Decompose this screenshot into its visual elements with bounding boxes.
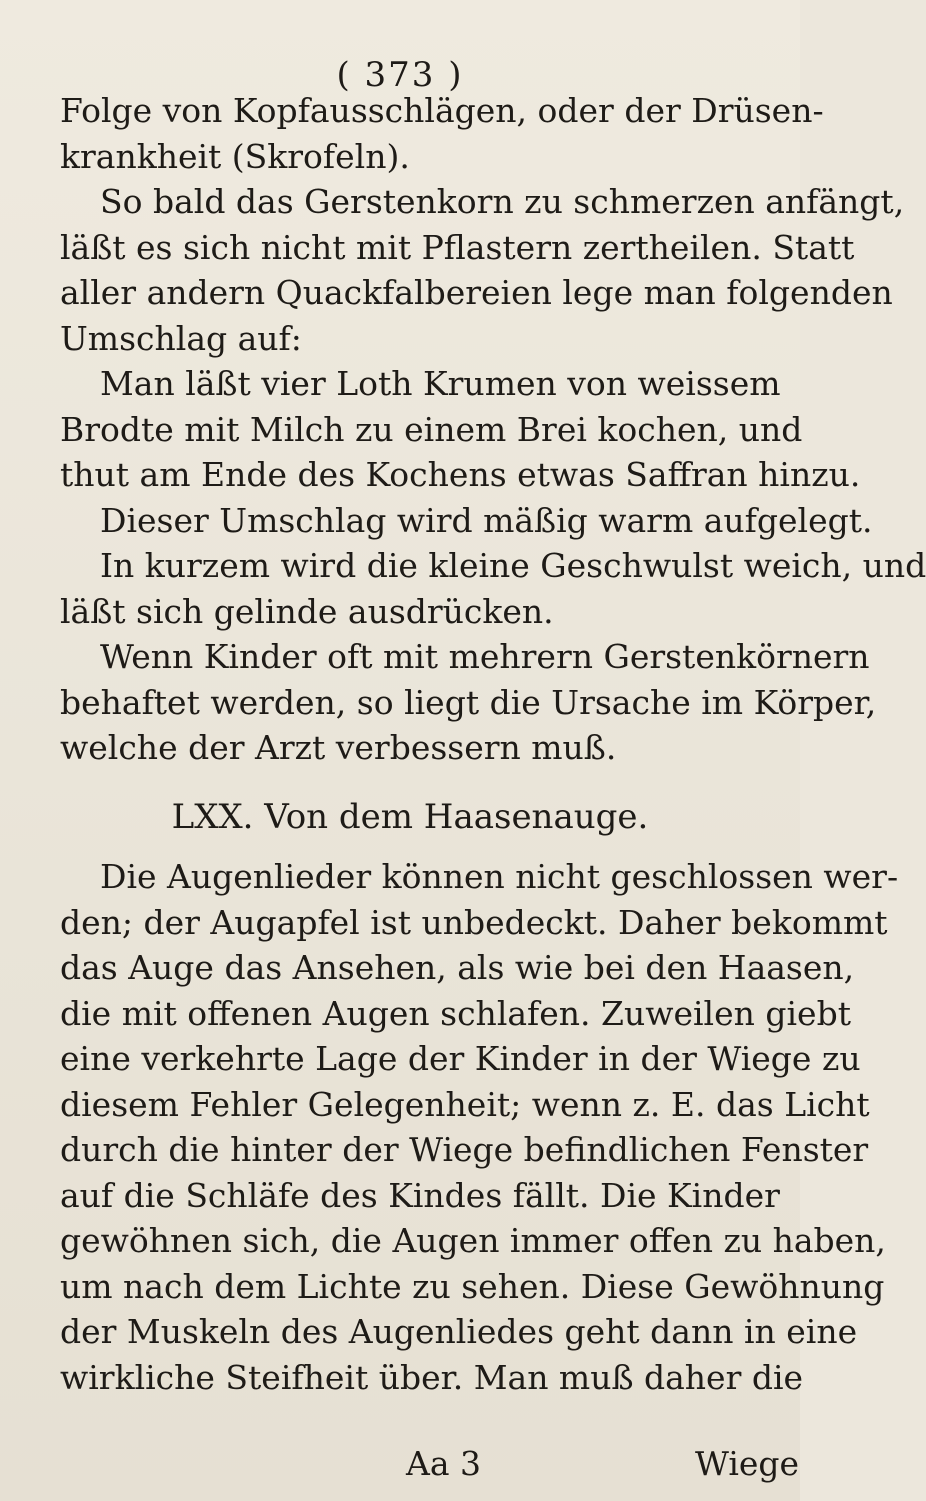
paragraph <box>60 854 899 1400</box>
text-line: auf die Schläfe des Kindes fällt. Die Kinder <box>60 1175 780 1215</box>
page-footer <box>0 1444 800 1489</box>
text-line: um nach dem Lichte zu sehen. Diese Gewöhnung <box>60 1266 885 1306</box>
text-line: thut am Ende des Kochens etwas Saffran hinzu. <box>60 455 861 494</box>
text-line: aller andern Quackfalbereien lege man folgenden <box>60 273 893 312</box>
text-line: läßt es sich nicht mit Pflastern zertheilen. Statt <box>60 227 855 267</box>
text-line: Umschlag auf: <box>60 318 302 358</box>
text-line: behaftet werden, so liegt die Ursache im Körper, <box>60 682 877 722</box>
paragraph <box>60 634 877 771</box>
page-number: ( 373 ) <box>336 55 464 95</box>
text-line: So bald das Gerstenkorn zu schmerzen anfängt, <box>100 182 905 221</box>
text-line: eine verkehrte Lage der Kinder in der Wiege zu <box>60 1039 861 1078</box>
text-line: der Muskeln des Augenliedes geht dann in eine <box>60 1312 858 1351</box>
text-line: In kurzem wird die kleine Geschwulst weich, und <box>100 546 926 585</box>
text-line: Die Augenlieder können nicht geschlossen wer- <box>100 857 899 896</box>
paragraph <box>60 361 926 634</box>
signature-mark: Aa 3 <box>406 1444 481 1483</box>
body-text <box>60 88 926 1400</box>
text-line: krankheit (Skrofeln). <box>60 136 410 176</box>
paragraph <box>60 88 905 361</box>
text-line: das Auge das Ansehen, als wie bei den Haasen, <box>60 948 855 987</box>
text-line: Folge von Kopfausschlägen, oder der Drüsen- <box>60 91 824 130</box>
text-line: Man läßt vier Loth Krumen von weissem <box>100 364 781 403</box>
text-line: Brodte mit Milch zu einem Brei kochen, und <box>60 409 803 449</box>
text-line: Wenn Kinder oft mit mehrern Gerstenkörnern <box>100 637 870 676</box>
text-line: durch die hinter der Wiege befindlichen Fenster <box>60 1130 869 1169</box>
catchword: Wiege <box>695 1444 800 1483</box>
text-line: die mit offenen Augen schlafen. Zuweilen giebt <box>60 993 851 1033</box>
text-line: diesem Fehler Gelegenheit; wenn z. E. das Licht <box>60 1084 870 1124</box>
text-line: welche der Arzt verbessern muß. <box>60 728 617 767</box>
text-line: Dieser Umschlag wird mäßig warm aufgelegt. <box>100 500 873 540</box>
text-line: wirkliche Steifheit über. Man muß daher die <box>60 1357 804 1397</box>
text-line: läßt sich gelinde ausdrücken. <box>60 591 554 631</box>
text-line: den; der Augapfel ist unbedeckt. Daher bekommt <box>60 902 888 942</box>
text-line: gewöhnen sich, die Augen immer offen zu haben, <box>60 1221 886 1260</box>
section-heading: LXX. Von dem Haasenauge. <box>171 796 649 837</box>
